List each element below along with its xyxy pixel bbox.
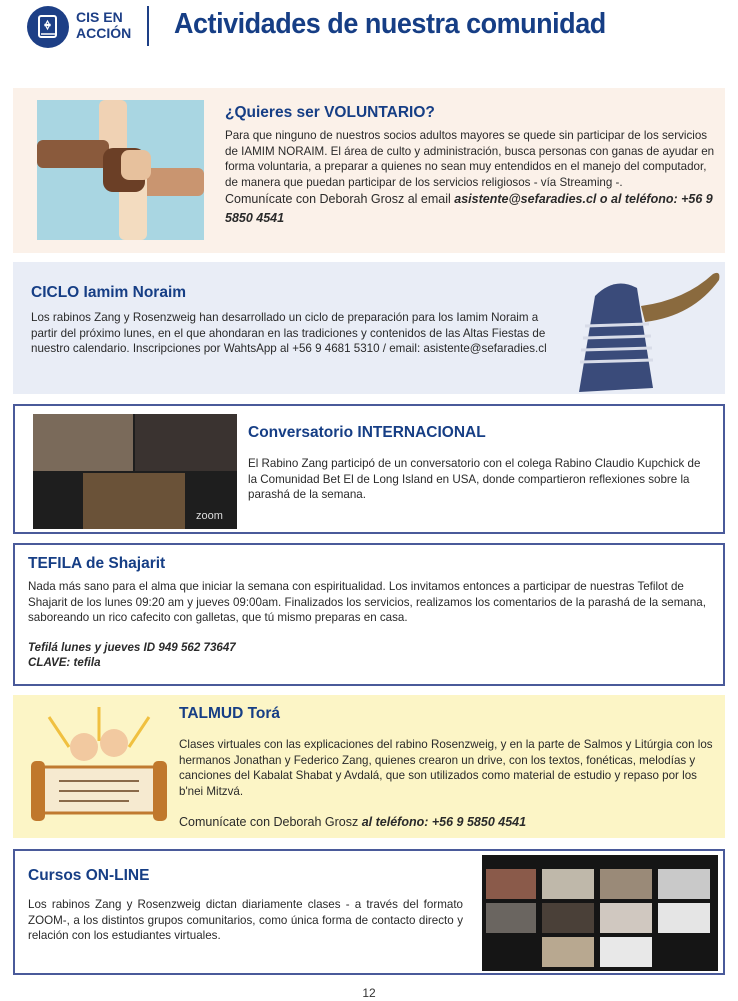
cursos-body: Los rabinos Zang y Rosenzweig dictan diariamente clases - a través del formato ZOOM-, a los distintos grupos comunitarios, como única forma de contacto directo y relación con los estudiantes virtuales.: [28, 898, 463, 943]
cis-logo: [27, 6, 69, 48]
shofar-tallit-illustration: [575, 266, 725, 394]
cursos-section: [13, 849, 725, 975]
tefila-clave: CLAVE: tefila: [28, 656, 101, 670]
talmud-title: TALMUD Torá: [179, 705, 281, 722]
voluntario-title: ¿Quieres ser VOLUNTARIO?: [225, 104, 435, 121]
tefila-id: Tefilá lunes y jueves ID 949 562 73647: [28, 640, 236, 654]
conversatorio-section: [13, 404, 725, 534]
ciclo-section: [13, 262, 725, 394]
page-number: 12: [362, 986, 376, 1000]
voluntario-contact-prefix: Comunícate con Deborah Grosz al email: [225, 192, 455, 207]
tefila-title: TEFILA de Shajarit: [28, 555, 166, 572]
talmud-section: [13, 695, 725, 838]
talmud-contact: al teléfono: +56 9 5850 4541: [361, 815, 527, 830]
book-icon: [37, 15, 59, 39]
voluntario-section: [13, 88, 725, 253]
zoom-call-photo: [33, 414, 237, 529]
ciclo-title: CICLO Iamim Noraim: [31, 284, 187, 301]
talmud-contact-prefix: Comunícate con Deborah Grosz: [179, 815, 362, 830]
logo-line1: CIS EN: [76, 9, 123, 25]
conversatorio-body: El Rabino Zang participó de un conversatorio con el colega Rabino Claudio Kupchick de la Comunidad Bet El de Long Island en USA, donde compartieron reflexiones sobre la parashá de la semana.: [248, 457, 701, 502]
voluntario-body: Para que ninguno de nuestros socios adultos mayores se quede sin participar de los servicios de IAMIM NORAIM. El área de culto y administración, busca personas con ganas de ayudar en forma voluntaria, a preparar a quienes no sean muy entendidos en el manejo del computador, de manera que puedan participar de los servicios religiosos - vía Streaming -.: [225, 129, 715, 189]
talmud-body: Clases virtuales con las explicaciones del rabino Rosenzweig, y en la parte de Salmos y Litúrgia con los hermanos Jonathan y Federico Zang, quienes crearon un drive, con los textos, fonéticas, melodías y canciones del Kabalat Shabat y Avdalá, que son utilizados como material de estudio y repaso por los b'nei Mitzvá.: [179, 738, 713, 798]
ciclo-body: Los rabinos Zang y Rosenzweig han desarrollado un ciclo de preparación para los Iamim Noraim a partir del próximo lunes, en el que ahondaran en las tradiciones y contenidos de las Altas Fiestas de nuestro calendario. Inscripciones por WahtsApp al +56 9 4681 5310 / email: asistente@sefaradies.cl: [31, 311, 547, 356]
logo-line2: ACCIÓN: [76, 25, 132, 41]
header-divider: [147, 6, 149, 46]
conversatorio-title: Conversatorio INTERNACIONAL: [248, 424, 486, 441]
zoom-label: zoom: [196, 510, 223, 522]
logo-text: [76, 9, 131, 41]
zoom-gallery-photo: [482, 855, 718, 971]
hands-illustration: [37, 100, 204, 240]
tefila-section: [13, 543, 725, 686]
tefila-body: Nada más sano para el alma que iniciar la semana con espiritualidad. Los invitamos entonces a participar de nuestras Tefilot de Shajarit de los lunes 09:20 am y jueves 09:00am. Finalizados los servicios, realizamos los comentarios de la parashá de la semana, saboreando un rico cafecito con galletas, que tú mismo preparas en casa.: [28, 580, 706, 625]
cursos-title: Cursos ON-LINE: [28, 867, 150, 884]
page-title: Actividades de nuestra comunidad: [174, 8, 606, 40]
torah-illustration: [29, 707, 169, 825]
voluntario-contact: asistente@sefaradies.cl o al teléfono: +56 9 5850 4541: [225, 192, 713, 226]
